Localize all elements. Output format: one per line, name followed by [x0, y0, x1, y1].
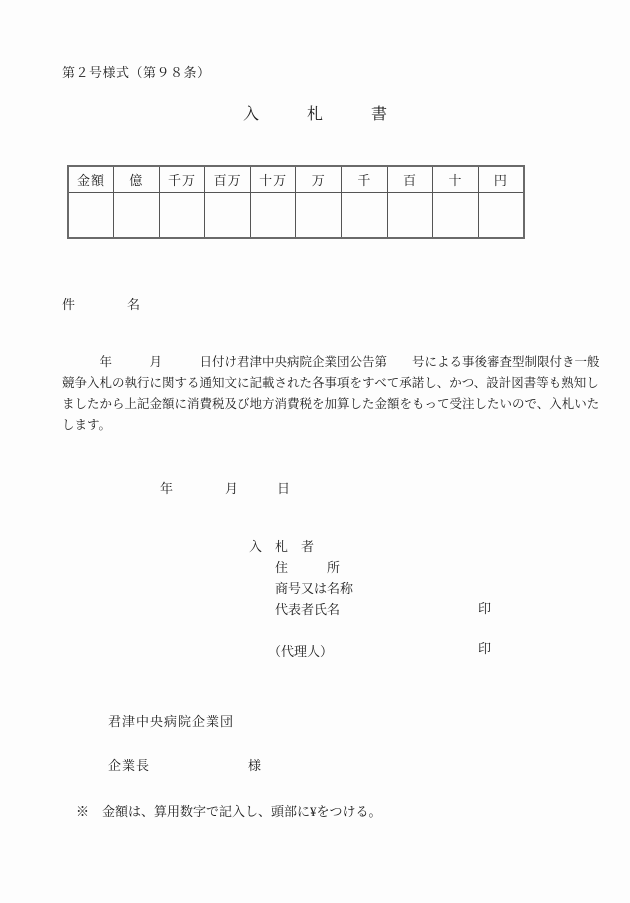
amount-table-header-juman: 十万: [250, 166, 296, 193]
amount-cell: [205, 193, 251, 239]
amount-table-body: [68, 193, 524, 239]
amount-table-header-hyakuman: 百万: [205, 166, 251, 193]
body-paragraph: [62, 352, 600, 436]
addressee-director-line: 企業長 様: [108, 758, 263, 773]
amount-note: ※ 金額は、算用数字で記入し、頭部に¥をつける。: [76, 804, 382, 819]
amount-table-header-amount: 金額: [68, 166, 114, 193]
bidder-representative-label: 代表者氏名: [275, 602, 341, 617]
bidder-block: [249, 536, 353, 662]
amount-table-header-hyaku: 百: [387, 166, 433, 193]
subject-label: 件 名: [62, 297, 141, 312]
addressee-organization: 君津中央病院企業団: [108, 714, 235, 729]
amount-cell: [68, 193, 114, 239]
bidder-company-label: 商号又は名称: [275, 581, 354, 596]
amount-cell: [159, 193, 205, 239]
amount-table-header-man: 万: [296, 166, 342, 193]
bidder-agent-label: （代理人）: [268, 644, 334, 659]
body-line-4: します。: [62, 418, 112, 432]
amount-table-header-ju: 十: [433, 166, 479, 193]
agent-seal-mark: 印: [478, 641, 492, 656]
amount-cell: [478, 193, 524, 239]
amount-cell: [296, 193, 342, 239]
form-number: 第２号様式（第９８条）: [62, 65, 211, 80]
page-title: 入 札 書: [242, 106, 387, 123]
date-line: 年 月 日: [160, 481, 291, 496]
body-line-2: 競争入札の執行に関する通知文に記載された各事項をすべて承諾し、かつ、設計図書等も熟知し: [62, 376, 599, 390]
representative-seal-mark: 印: [478, 601, 492, 616]
amount-entry-row: [68, 193, 524, 239]
body-line-1: 年 月 日付け君津中央病院企業団公告第 号による事後審査型制限付き一般: [62, 355, 600, 369]
amount-table-header-senman: 千万: [159, 166, 205, 193]
bidder-spacer-line: [249, 620, 353, 641]
bidder-heading: 入 札 者: [249, 539, 315, 554]
body-line-3: ましたから上記金額に消費税及び地方消費税を加算した金額をもって受注したいので、入札いた: [62, 397, 600, 411]
amount-table: [67, 165, 525, 239]
amount-cell: [250, 193, 296, 239]
amount-cell: [433, 193, 479, 239]
amount-cell: [342, 193, 388, 239]
amount-cell: [387, 193, 433, 239]
amount-table-header-sen: 千: [342, 166, 388, 193]
amount-table-header-row: [68, 166, 524, 193]
amount-table-header-oku: 億: [114, 166, 160, 193]
amount-table-header-en: 円: [478, 166, 524, 193]
bidder-address-label: 住 所: [275, 560, 341, 575]
amount-cell: [114, 193, 160, 239]
